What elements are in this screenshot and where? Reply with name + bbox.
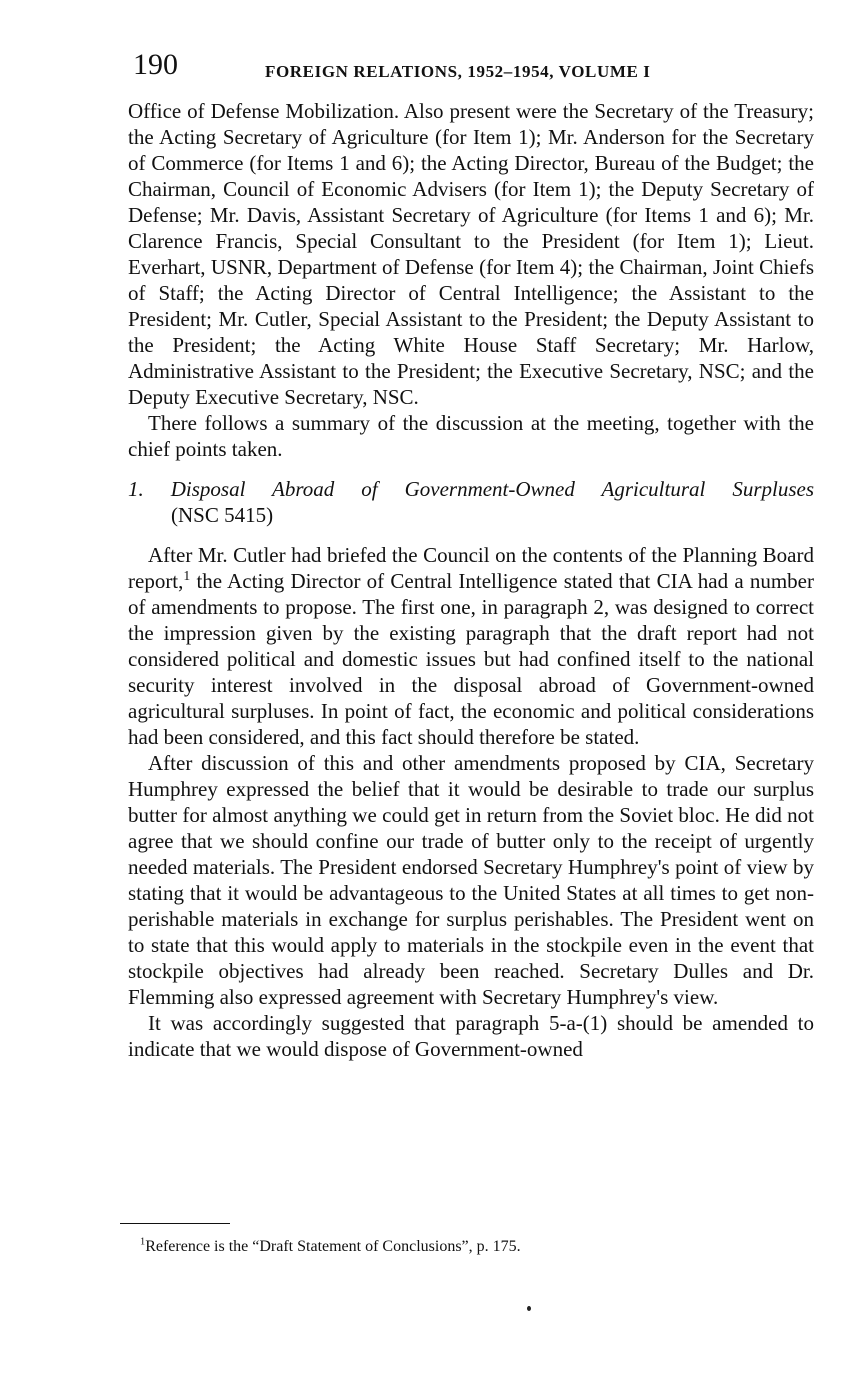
footnote-text: Reference is the “Draft Statement of Conclusions”, p. 175. <box>145 1238 521 1255</box>
page-number: 190 <box>133 48 178 81</box>
attendance-paragraph: Office of Defense Mobilization. Also present were the Secretary of the Treasury; the Acting Secretary of Agriculture (for Item 1); Mr. Anderson for the Secretary of Commerce (for Items 1 and 6); the Acting Director, Bureau of the Budget; the Chairman, Council of Economic Advisers (for Item 1); the Deputy Secretary of Defense; Mr. Davis, Assistant Secretary of Agriculture (for Items 1 and 6); Mr. Clarence Francis, Special Consultant to the President (for Item 1); Lieut. Everhart, USNR, Department of Defense (for Item 4); the Chairman, Joint Chiefs of Staff; the Acting Director of Central Intelligence; the Assistant to the President; Mr. Cutler, Special Assistant to the President; the Deputy Assistant to the President; the Acting White House Staff Secretary; Mr. Harlow, Administrative Assistant to the President; the Executive Secretary, NSC; and the Deputy Executive Secretary, NSC. <box>128 99 814 409</box>
section-heading-reference: (NSC 5415) <box>171 503 274 527</box>
running-head <box>133 50 813 84</box>
body-text <box>128 98 814 1062</box>
footnote-reference-mark: 1 <box>183 568 191 583</box>
section-heading <box>128 476 814 528</box>
footnote <box>140 1236 800 1258</box>
cia-amendments-paragraph <box>128 542 814 750</box>
footnote-mark: 1 <box>140 1236 146 1248</box>
footnote-rule <box>120 1223 230 1224</box>
cia-amendments-lead: After Mr. Cutler had briefed the Council on the contents of the Planning Board report, <box>128 543 814 593</box>
summary-intro-paragraph: There follows a summary of the discussion at the meeting, together with the chief points taken. <box>128 411 814 461</box>
amendment-suggestion-paragraph: It was accordingly suggested that paragraph 5-a-(1) should be amended to indicate that we would dispose of Government-owned <box>128 1011 814 1061</box>
print-speck <box>527 1306 531 1311</box>
humphrey-view-paragraph: After discussion of this and other amendments proposed by CIA, Secretary Humphrey expressed the belief that it would be desirable to trade our surplus butter for almost anything we could get in return from the Soviet bloc. He did not agree that we should confine our trade of butter only to the receipt of urgently needed materials. The President endorsed Secretary Humphrey's point of view by stating that it would be advantageous to the United States at all times to get non-perishable materials in exchange for surplus perishables. The President went on to state that this would apply to materials in the stockpile even in the event that stockpile objectives had already been reached. Secretary Dulles and Dr. Flemming also expressed agreement with Secretary Humphrey's view. <box>128 751 814 1009</box>
running-title: FOREIGN RELATIONS, 1952–1954, VOLUME I <box>265 62 651 81</box>
cia-amendments-rest: the Acting Director of Central Intelligence stated that CIA had a number of amendments to propose. The first one, in paragraph 2, was designed to correct the impression given by the existing paragraph that the draft report had not considered political and domestic issues but had confined itself to the national security interest involved in the disposal abroad of Government-owned agricultural surpluses. In point of fact, the economic and political considerations had been considered, and this fact should therefore be stated. <box>128 569 814 749</box>
section-heading-title: 1. Disposal Abroad of Government-Owned Agricultural Surpluses <box>128 477 814 501</box>
